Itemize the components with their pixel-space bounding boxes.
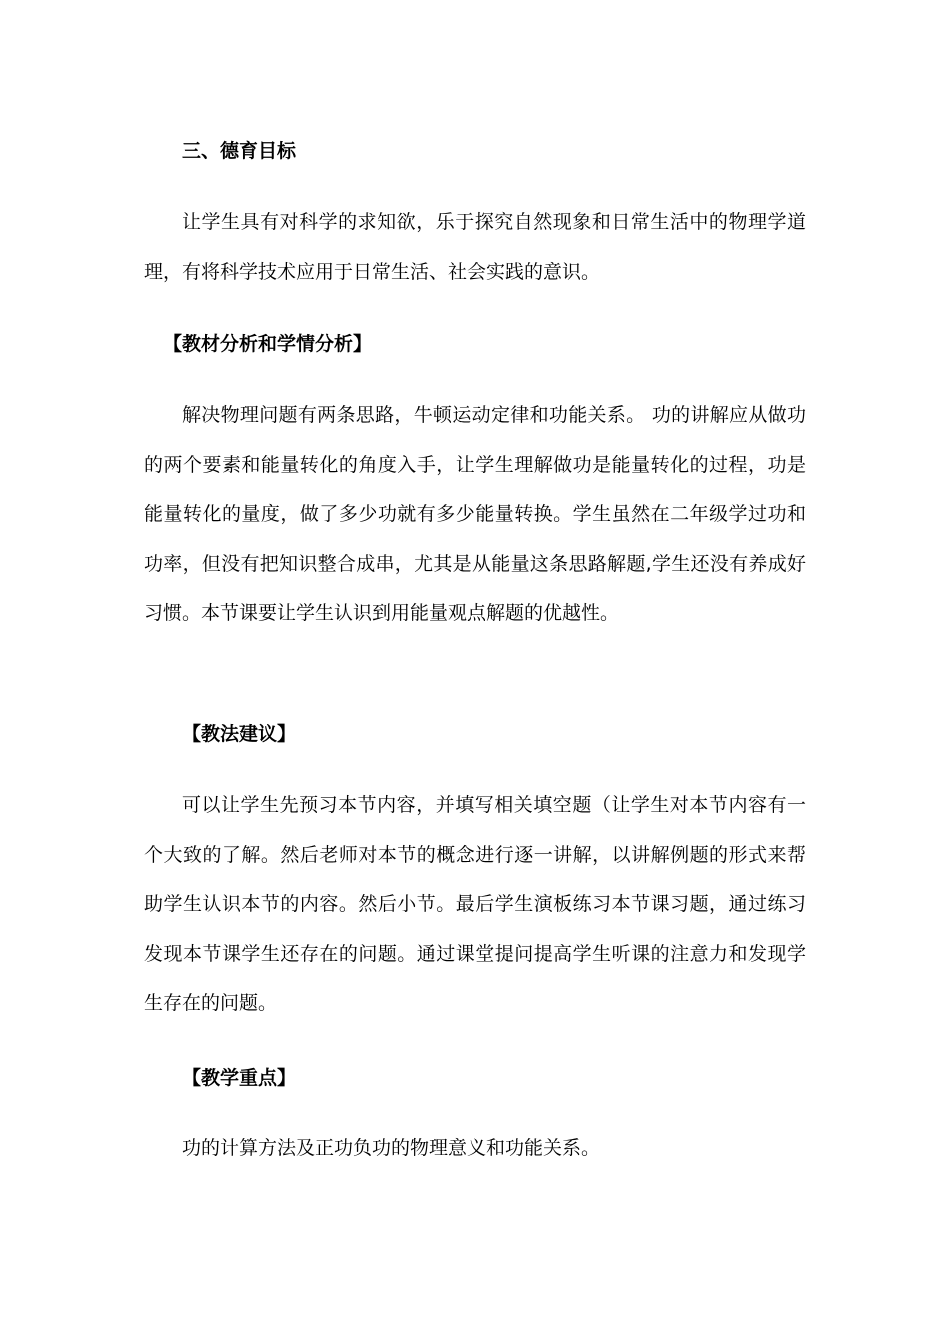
key-points-heading: 【教学重点】 bbox=[182, 1067, 297, 1089]
moral-goal-heading: 三、德育目标 bbox=[182, 140, 297, 162]
key-points-paragraph: 功的计算方法及正功负功的物理意义和功能关系。 bbox=[182, 1137, 601, 1159]
teaching-suggestion-heading: 【教法建议】 bbox=[182, 723, 297, 745]
analysis-paragraph: 解决物理问题有两条思路，牛顿运动定律和功能关系。 功的讲解应从做功的两个要素和能量转化的角度入手，让学生理解做功是能量转化的过程，功是能量转化的量度，做了多少功就有多少能量转换。学生虽然在二年级学过功和功率，但没有把知识整合成串，尤其是从能量这条思路解题,学生还没有养成好习惯。本节课要让学生认识到用能量观点解题的优越性。 bbox=[144, 404, 806, 624]
moral-goal-paragraph: 让学生具有对科学的求知欲，乐于探究自然现象和日常生活中的物理学道理，有将科学技术应用于日常生活、社会实践的意识。 bbox=[144, 211, 806, 283]
teaching-suggestion-paragraph: 可以让学生先预习本节内容，并填写相关填空题（让学生对本节内容有一个大致的了解。然后老师对本节的概念进行逐一讲解，以讲解例题的形式来帮助学生认识本节的内容。然后小节。最后学生演板练习本节课习题，通过练习发现本节课学生还存在的问题。通过课堂提问提高学生听课的注意力和发现学生存在的问题。 bbox=[144, 794, 806, 1014]
analysis-heading: 【教材分析和学情分析】 bbox=[163, 333, 373, 355]
